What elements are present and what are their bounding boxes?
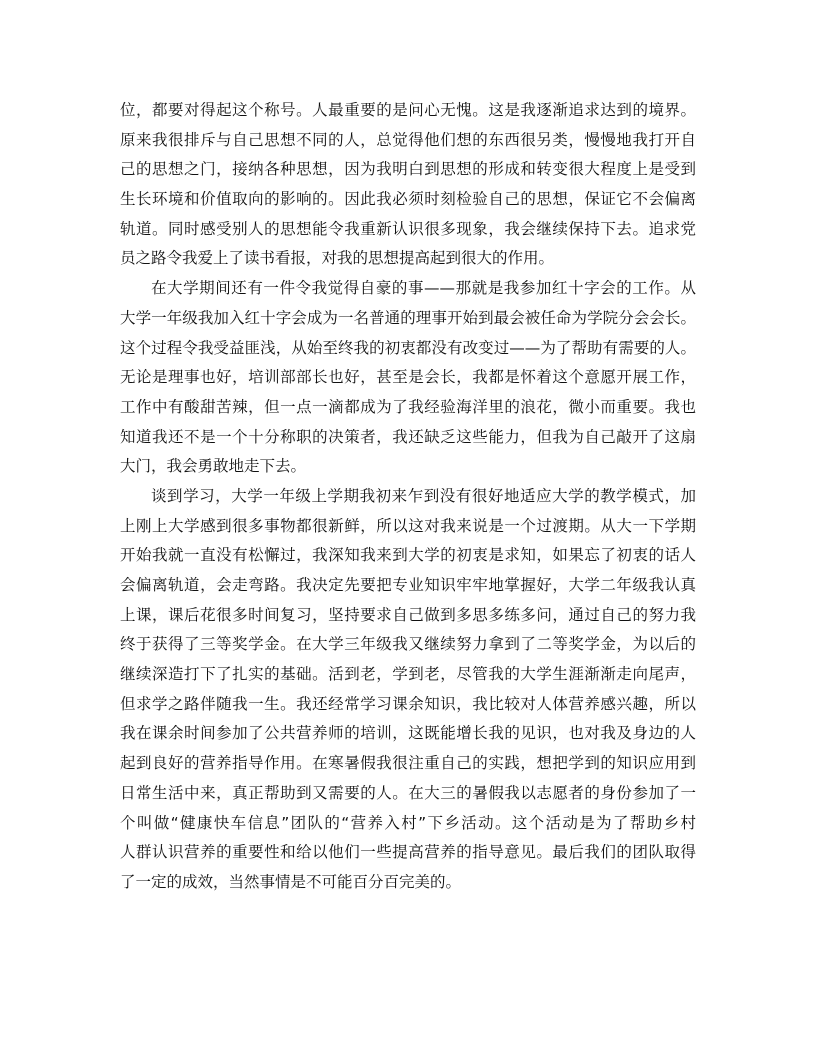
text-line: 了一定的成效，当然事情是不可能百分百完美的。 (120, 872, 462, 891)
text-line: 知道我还不是一个十分称职的决策者，我还缺乏这些能力，但我为自己敲开了这扇 (120, 427, 696, 446)
text-line: 大学一年级我加入红十字会成为一名普通的理事开始到最会被任命为学院分会会长。 (120, 308, 696, 327)
text-line: 终于获得了三等奖学金。在大学三年级我又继续努力拿到了二等奖学金，为以后的 (120, 635, 696, 654)
text-line: 上刚上大学感到很多事物都很新鲜，所以这对我来说是一个过渡期。从大一下学期 (120, 516, 696, 535)
text-line: 员之路令我爱上了读书看报，对我的思想提高起到很大的作用。 (120, 249, 555, 268)
text-line: 继续深造打下了扎实的基础。活到老，学到老，尽管我的大学生涯渐渐走向尾声， (120, 665, 696, 684)
text-line: 个叫做“健康快车信息”团队的“营养入村”下乡活动。这个活动是为了帮助乡村 (120, 813, 696, 832)
text-line: 起到良好的营养指导作用。在寒暑假我很注重自己的实践，想把学到的知识应用到 (120, 754, 696, 773)
text-line: 轨道。同时感受别人的思想能令我重新认识很多现象，我会继续保持下去。追求党 (120, 219, 696, 238)
text-line: 人群认识营养的重要性和给以他们一些提高营养的指导意见。最后我们的团队取得 (120, 843, 696, 862)
text-line: 谈到学习，大学一年级上学期我初来乍到没有很好地适应大学的教学模式，加 (151, 486, 696, 505)
text-line: 无论是理事也好，培训部部长也好，甚至是会长，我都是怀着这个意愿开展工作， (120, 368, 696, 387)
text-line: 开始我就一直没有松懈过，我深知我来到大学的初衷是求知，如果忘了初衷的话人 (120, 546, 696, 565)
text-line: 工作中有酸甜苦辣，但一点一滴都成为了我经验海洋里的浪花，微小而重要。我也 (120, 397, 696, 416)
paragraph-3 (120, 482, 696, 898)
text-line: 在大学期间还有一件令我觉得自豪的事——那就是我参加红十字会的工作。从 (151, 279, 696, 298)
paragraph-1 (120, 96, 696, 274)
text-line: 己的思想之门，接纳各种思想，因为我明白到思想的形成和转变很大程度上是受到 (120, 160, 696, 179)
text-line: 生长环境和价值取向的影响的。因此我必须时刻检验自己的思想，保证它不会偏离 (120, 190, 696, 209)
text-line: 大门，我会勇敢地走下去。 (120, 457, 307, 476)
text-line: 上课，课后花很多时间复习，坚持要求自己做到多思多练多问，通过自己的努力我 (120, 605, 696, 624)
text-line: 位，都要对得起这个称号。人最重要的是问心无愧。这是我逐渐追求达到的境界。 (120, 101, 696, 119)
text-line: 会偏离轨道，会走弯路。我决定先要把专业知识牢牢地掌握好，大学二年级我认真 (120, 576, 696, 594)
text-line: 这个过程令我受益匪浅，从始至终我的初衷都没有改变过——为了帮助有需要的人。 (120, 338, 696, 357)
text-line: 我在课余时间参加了公共营养师的培训，这既能增长我的见识，也对我及身边的人 (120, 724, 696, 743)
text-line: 但求学之路伴随我一生。我还经常学习课余知识，我比较对人体营养感兴趣，所以 (120, 694, 696, 713)
text-line: 原来我很排斥与自己思想不同的人，总觉得他们想的东西很另类，慢慢地我打开自 (120, 130, 696, 149)
text-line: 日常生活中来，真正帮助到又需要的人。在大三的暑假我以志愿者的身份参加了一 (120, 783, 696, 802)
document-body (120, 96, 696, 898)
paragraph-2 (120, 274, 696, 482)
